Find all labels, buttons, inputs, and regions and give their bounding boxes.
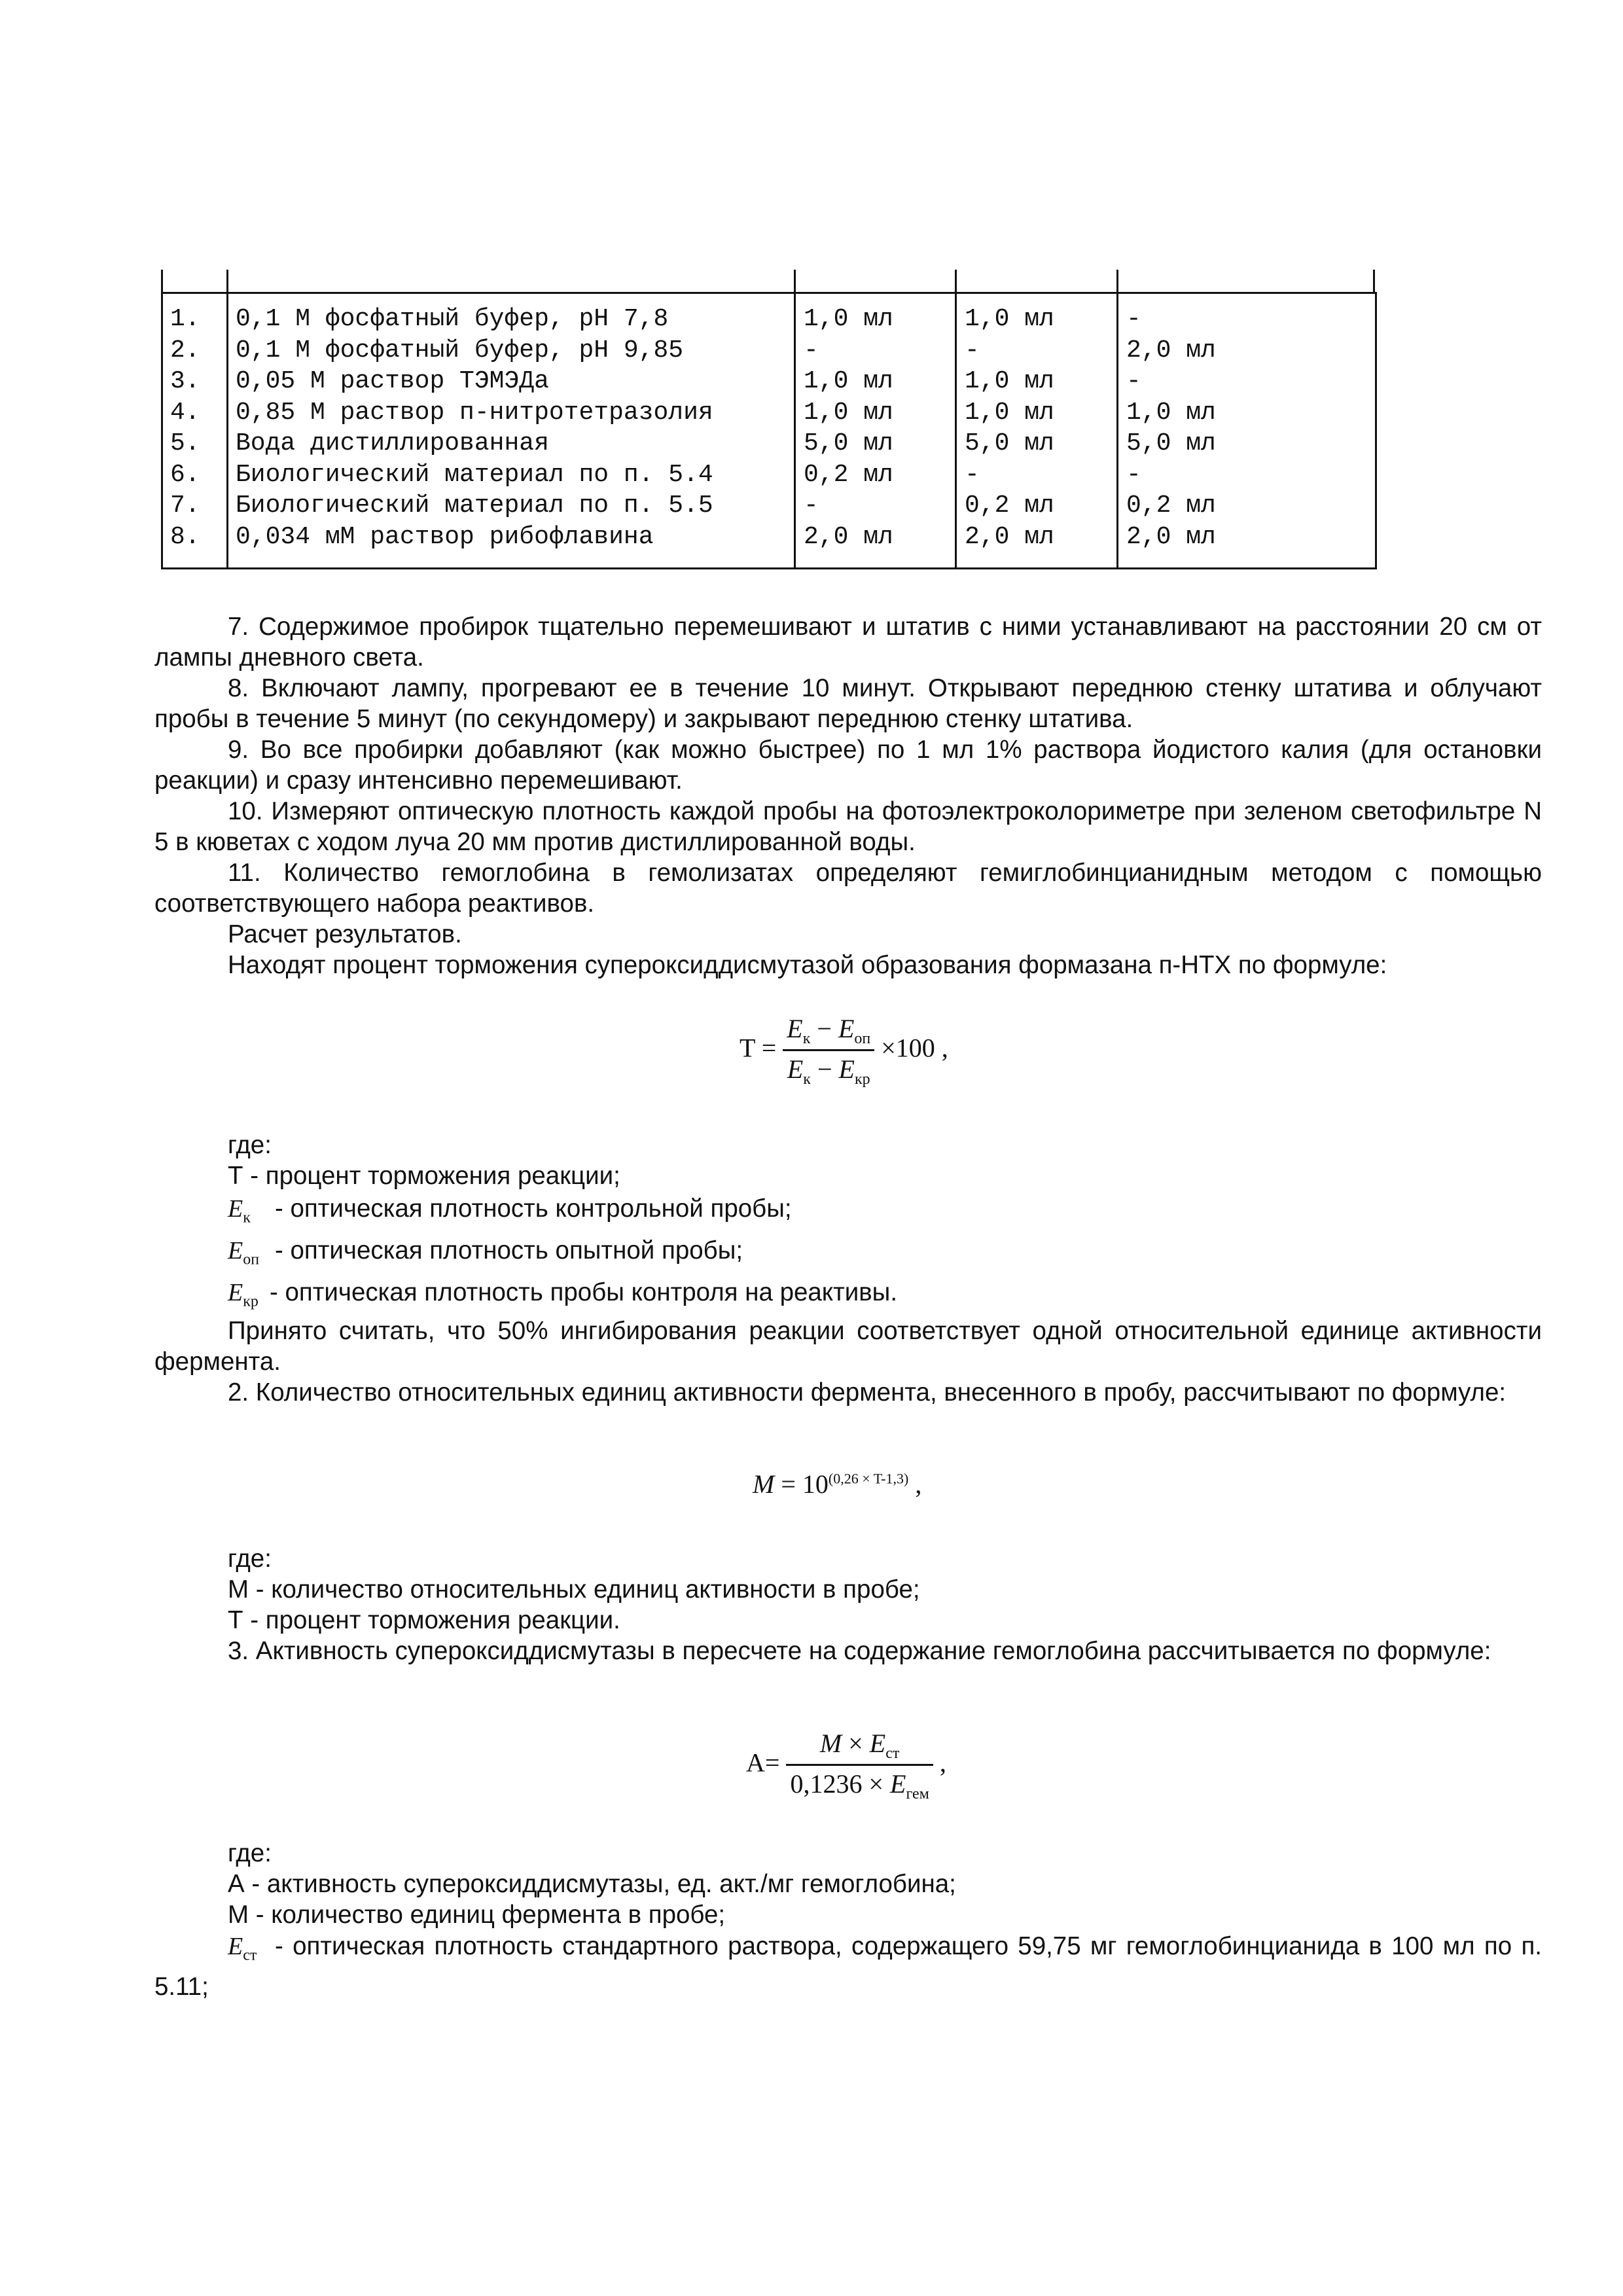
column-divider	[794, 270, 796, 568]
formula-units: $M = 10^{(0,26 \times T-1,3)}$ ,	[753, 1469, 922, 1499]
table-column-reagent	[236, 304, 713, 552]
formula-denominator: $0,1236 \times E_{гем}$	[790, 1769, 929, 1803]
formula-lhs: A=	[746, 1748, 780, 1778]
formula-numerator: $M \times E_{ст}$	[786, 1728, 933, 1766]
def-t: Т - процент торможения реакции.	[228, 1606, 620, 1634]
def-a: А - активность супероксиддисмутазы, ед. акт./мг гемоглобина;	[228, 1870, 956, 1898]
table-cell-c2: -	[965, 460, 980, 489]
step-9: 9. Во все пробирки добавляют (как можно быстрее) по 1 мл 1% раствора йодистого калия (для остановки реакции) и сразу интенсивно перемешивают.	[154, 736, 1542, 795]
table-cell-num: 1.	[170, 305, 200, 333]
table-column-sample-1	[804, 304, 893, 552]
table-cell-c1: 1,0 мл	[804, 305, 893, 333]
paragraph-accepted: Принято считать, что 50% ингибирования реакции соответствует одной относительной единице активности фермента.	[154, 1317, 1542, 1376]
table-cell-c3: 5,0 мл	[1126, 429, 1216, 457]
calc-intro: Находят процент торможения супероксиддисмутазой образования формазана п-НТХ по формуле:	[228, 951, 1387, 979]
table-column-sample-3	[1126, 304, 1216, 552]
table-cell-c3: 1,0 мл	[1126, 398, 1216, 427]
table-column-sample-2	[965, 304, 1054, 552]
table-cell-num: 8.	[170, 522, 200, 551]
symbol-eop: $E_{оп}$	[228, 1237, 260, 1268]
def-ekr: $E_{кр}$ - оптическая плотность пробы контроля на реактивы.	[228, 1277, 897, 1318]
formula-denominator: $E_к - E_{кр}$	[787, 1054, 870, 1088]
paragraph-2: 2. Количество относительных единиц активности фермента, внесенного в пробу, рассчитывают по формуле:	[228, 1378, 1507, 1407]
table-cell-c2: 0,2 мл	[965, 492, 1054, 520]
def-est: $E_{ст}$ - оптическая плотность стандартного раствора, содержащего 59,75 мг гемоглобинцианида в 100 мл по п. 5.11;	[154, 1932, 1542, 2001]
table-cell-c3: 0,2 мл	[1126, 492, 1216, 520]
table-cell-reagent: 0,85 М раствор п-нитротетразолия	[236, 398, 713, 427]
table-cell-reagent: 0,1 М фосфатный буфер, pH 7,8	[236, 305, 669, 333]
table-cell-c1: 2,0 мл	[804, 522, 893, 551]
table-cell-c1: 5,0 мл	[804, 429, 893, 457]
table-cell-c3: 2,0 мл	[1126, 336, 1216, 365]
table-cell-c3: -	[1126, 305, 1141, 333]
table-cell-c1: 1,0 мл	[804, 398, 893, 427]
table-cell-c3: 2,0 мл	[1126, 522, 1216, 551]
table-cell-c2: -	[965, 336, 980, 365]
column-divider	[226, 270, 228, 568]
table-cell-reagent: 0,034 мМ раствор рибофлавина	[236, 522, 654, 551]
table-cell-num: 4.	[170, 398, 200, 427]
where-label: где:	[228, 1131, 272, 1159]
def-t: Т - процент торможения реакции;	[228, 1162, 620, 1190]
symbol-ekr: $E_{кр}$	[228, 1279, 259, 1310]
def-m: М - количество относительных единиц активности в пробе;	[228, 1575, 920, 1604]
step-11: 11. Количество гемоглобина в гемолизатах определяют гемиглобинцианидным методом с помощью соответствующего набора реактивов.	[154, 859, 1542, 918]
table-cell-c1: 1,0 мл	[804, 367, 893, 395]
formula-numerator: $E_к - E_{оп}$	[783, 1013, 874, 1051]
table-cell-reagent: Вода дистиллированная	[236, 429, 549, 457]
step-8: 8. Включают лампу, прогревают ее в течение 10 минут. Открывают переднюю стенку штатива и облучают пробы в течение 5 минут (по секундомеру) и закрывают переднюю стенку штатива.	[154, 674, 1542, 733]
table-cell-reagent: 0,1 М фосфатный буфер, pH 9,85	[236, 336, 684, 365]
table-cell-c3: -	[1126, 460, 1141, 489]
table-cell-c2: 2,0 мл	[965, 522, 1054, 551]
table-cell-reagent: Биологический материал по п. 5.5	[236, 492, 713, 520]
reagent-table	[161, 270, 1376, 568]
formula-fraction	[786, 1728, 933, 1803]
formula-inhibition	[740, 1013, 948, 1088]
table-cell-num: 6.	[170, 460, 200, 489]
formula-fraction	[783, 1013, 874, 1088]
where-label: где:	[228, 1839, 272, 1867]
column-divider	[1116, 270, 1118, 568]
formula-lhs: T =	[740, 1033, 777, 1063]
where-label: где:	[228, 1545, 272, 1573]
symbol-ek: $E_к$	[228, 1195, 251, 1227]
table-cell-num: 2.	[170, 336, 200, 365]
formula-lhs: M	[753, 1469, 775, 1499]
table-cell-c2: 1,0 мл	[965, 305, 1054, 333]
formula-tail: ,	[939, 1748, 946, 1778]
table-cell-c1: -	[804, 492, 819, 520]
formula-activity	[746, 1728, 946, 1803]
table-cell-c3: -	[1126, 367, 1141, 395]
table-cell-num: 7.	[170, 492, 200, 520]
def-ek: $E_к$ - оптическая плотность контрольной пробы;	[228, 1193, 792, 1234]
paragraph-3: 3. Активность супероксиддисмутазы в пересчете на содержание гемоглобина рассчитывается по формуле:	[228, 1637, 1491, 1665]
formula-tail: ×100 ,	[881, 1033, 948, 1063]
table-cell-c2: 5,0 мл	[965, 429, 1054, 457]
formula-exponent: (0,26 × T-1,3)	[828, 1470, 909, 1487]
symbol-est: $E_{ст}$	[228, 1933, 257, 1964]
table-cell-reagent: Биологический материал по п. 5.4	[236, 460, 713, 489]
table-cell-reagent: 0,05 М раствор ТЭМЭДа	[236, 367, 549, 395]
table-column-number	[170, 304, 200, 552]
table-stub	[1373, 270, 1375, 292]
table-cell-c2: 1,0 мл	[965, 367, 1054, 395]
table-cell-num: 3.	[170, 367, 200, 395]
table-cell-c1: -	[804, 336, 819, 365]
step-7: 7. Содержимое пробирок тщательно перемешивают и штатив с ними устанавливают на расстоянии 20 см от лампы дневного света.	[154, 613, 1542, 672]
def-m: М - количество единиц фермента в пробе;	[228, 1901, 726, 1929]
def-eop: $E_{оп}$ - оптическая плотность опытной пробы;	[228, 1235, 743, 1276]
step-10: 10. Измеряют оптическую плотность каждой пробы на фотоэлектроколориметре при зеленом светофильтре N 5 в кюветах с ходом луча 20 мм против дистиллированной воды.	[154, 797, 1542, 856]
column-divider	[955, 270, 957, 568]
calc-heading: Расчет результатов.	[228, 920, 462, 948]
table-cell-c2: 1,0 мл	[965, 398, 1054, 427]
table-cell-num: 5.	[170, 429, 200, 457]
table-stub	[161, 270, 163, 292]
table-cell-c1: 0,2 мл	[804, 460, 893, 489]
